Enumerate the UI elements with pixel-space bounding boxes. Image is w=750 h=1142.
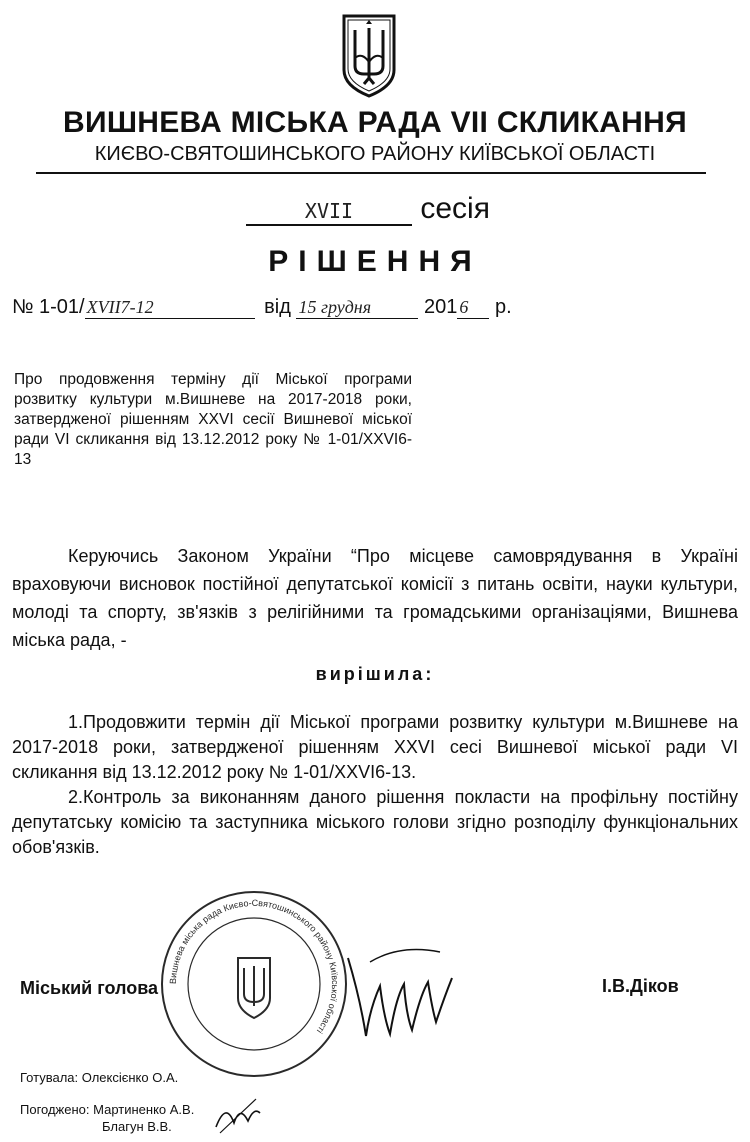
agreed-block [20, 1101, 194, 1135]
prepared-by: Готувала: Олексієнко О.А. [20, 1070, 179, 1085]
subject-text: Про продовження терміну дії Міської програми розвитку культури м.Вишневе на 2017-2018 роки, затвердженої рішенням XXVI сесії Вишневої міської ради VI скликання від 13.12.2012 року № 1-01/XXVI6-13 [14, 371, 412, 468]
official-seal-icon [158, 888, 350, 1080]
signature-title: Міський голова [20, 978, 159, 998]
agreed-second: Благун В.В. [102, 1119, 172, 1134]
small-signature-icon [210, 1093, 265, 1138]
session-number: XVII [246, 198, 412, 226]
decision-number: XVII7-12 [85, 297, 255, 319]
decision-number-line [12, 296, 512, 319]
from-label: від [264, 296, 291, 318]
year-digit: 6 [457, 297, 489, 319]
handwritten-signature-icon [340, 938, 460, 1048]
year-suffix: р. [494, 296, 512, 318]
decision-title: РІШЕННЯ [268, 245, 482, 278]
decision-items [12, 710, 738, 860]
preamble [12, 542, 738, 654]
session-line [246, 192, 490, 226]
decision-item: 1.Продовжити термін дії Міської програми розвитку культури м.Вишневе на 2017-2018 роки, затвердженої рішенням XXVI сесі Вишневої міської ради VI скликання від 13.12.2012 року № 1-01/XXVI6-13. [12, 712, 738, 782]
district-line: КИЄВО-СВЯТОШИНСЬКОГО РАЙОНУ КИЇВСЬКОЇ ОБЛАСТІ [94, 143, 656, 165]
resolved-label: вирішила: [315, 664, 435, 684]
number-prefix: № 1-01/ [12, 296, 85, 318]
council-title: ВИШНЕВА МІСЬКА РАДА VII СКЛИКАННЯ [63, 106, 687, 139]
trident-emblem-icon [340, 12, 398, 98]
seal-text: Вишнева міська рада Києво-Святошинського району Київської області [167, 897, 341, 1036]
session-label: сесія [420, 192, 490, 225]
signatory-name: І.В.Діков [602, 976, 679, 996]
year-prefix: 201 [424, 296, 458, 318]
decision-date: 15 грудня [296, 297, 418, 319]
agreed-line: Погоджено: Мартиненко А.В. [20, 1102, 195, 1117]
decision-item: 2.Контроль за виконанням даного рішення покласти на профільну постійну депутатську комісію та заступника міського голови згідно розподілу функціональних обов'язків. [12, 787, 738, 857]
preamble-text: Керуючись Законом України “Про місцеве самоврядування в Україні враховуючи висновок постійної депутатської комісії з питань освіти, науки культури, молоді та спорту, зв'язків з релігійними та громадськими організаціями, Вишнева міська рада, - [12, 546, 738, 650]
header-rule [36, 172, 706, 174]
decision-subject [14, 370, 412, 470]
